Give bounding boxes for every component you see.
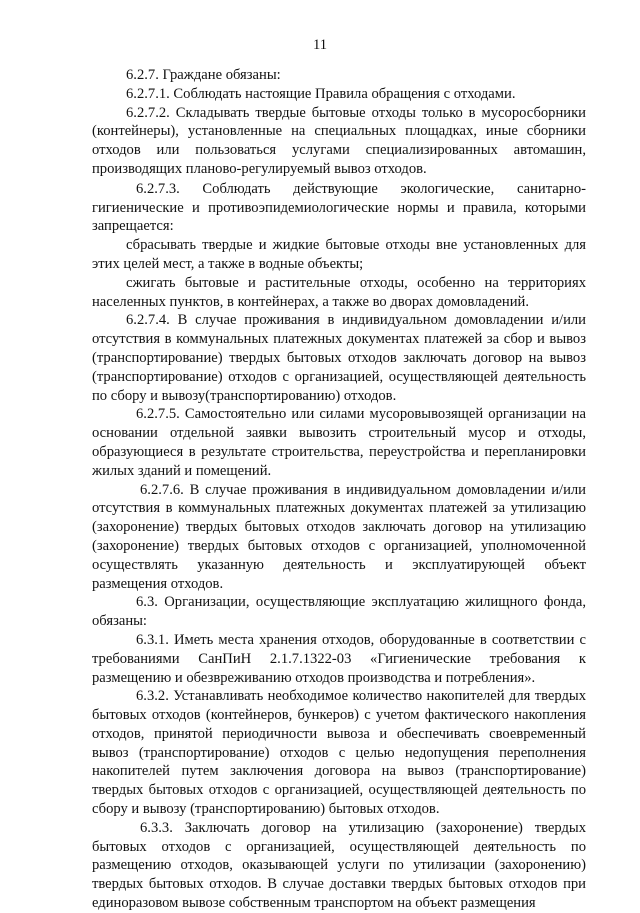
paragraph-6-2-7-6: 6.2.7.6. В случае проживания в индивидуальном домовладении и/или отсутствия в коммунальных платежных документах платежей за утилизацию (захоронение) твердых бытовых отходов заключать договор на утилизацию (захоронение) твердых бытовых отходов с организацией, уполномоченной осуществлять указанную деятельность и эксплуатирующей объект размещения отходов. (92, 481, 586, 592)
paragraph-6-3-3: 6.3.3. Заключать договор на утилизацию (захоронение) твердых бытовых отходов с организацией, осуществляющей деятельность по размещению отходов, оказывающей услуги по утилизации (захоронению) твердых бытовых отходов. В случае доставки твердых бытовых отходов при единоразовом вывозе собственным транспортом на объект размещения (92, 819, 586, 912)
paragraph-prohibition-burning: сжигать бытовые и растительные отходы, особенно на территориях населенных пунктов, в контейнерах, а также во дворах домовладений. (92, 274, 586, 310)
paragraph-6-2-7-4: 6.2.7.4. В случае проживания в индивидуальном домовладении и/или отсутствия в коммунальных платежных документах платежей за сбор и вывоз (транспортирование) твердых бытовых отходов заключать договор на вывоз (транспортирование) отходов с организацией, осуществляющей деятельность по сбору и вывозу(транспортированию) отходов. (92, 312, 586, 404)
paragraph-6-2-7-5: 6.2.7.5. Самостоятельно или силами мусоровывозящей организации на основании отдельной заявки вывозить строительный мусор и отходы, образующиеся в результате строительства, переустройства и перепланировки жилых зданий и помещений. (92, 406, 586, 479)
paragraph-6-3: 6.3. Организации, осуществляющие эксплуатацию жилищного фонда, обязаны: (92, 594, 586, 630)
paragraph-6-2-7-1: 6.2.7.1. Соблюдать настоящие Правила обращения с отходами. (126, 85, 516, 102)
paragraph-6-2-7-3: 6.2.7.3. Соблюдать действующие экологические, санитарно-гигиенические и противоэпидемиологические нормы и правила, которыми запрещается: (92, 180, 586, 235)
paragraph-6-3-2: 6.3.2. Устанавливать необходимое количество накопителей для твердых бытовых отходов (контейнеров, бункеров) с учетом фактического накопления отходов, принятой периодичности вывоза и обеспечивать своевременный вывоз (транспортирование) отходов с целью недопущения переполнения накопителей путем заключения договора на вывоз (транспортирование) твердых бытовых отходов с организацией, осуществляющей деятельность по сбору и вывозу (транспортированию) бытовых отходов. (92, 688, 586, 818)
paragraph-6-2-7: 6.2.7. Граждане обязаны: (126, 67, 281, 83)
paragraph-6-3-1: 6.3.1. Иметь места хранения отходов, оборудованные в соответствии с требованиями СанПиН 2.1.7.1322-03 «Гигиенические требования к размещению и обезвреживанию отходов производства и потребления». (92, 631, 586, 686)
paragraph-6-2-7-2: 6.2.7.2. Складывать твердые бытовые отходы только в мусоросборники (контейнеры), установленные на специальных площадках, иные сборники отходов или пользоваться услугами специализированных автомашин, производящих планово-регулируемый вывоз отходов. (92, 104, 586, 177)
page-number: 11 (312, 37, 328, 53)
paragraph-prohibition-dumping: сбрасывать твердые и жидкие бытовые отходы вне установленных для этих целей мест, а также в водные объекты; (92, 237, 586, 272)
document-body (92, 66, 586, 913)
